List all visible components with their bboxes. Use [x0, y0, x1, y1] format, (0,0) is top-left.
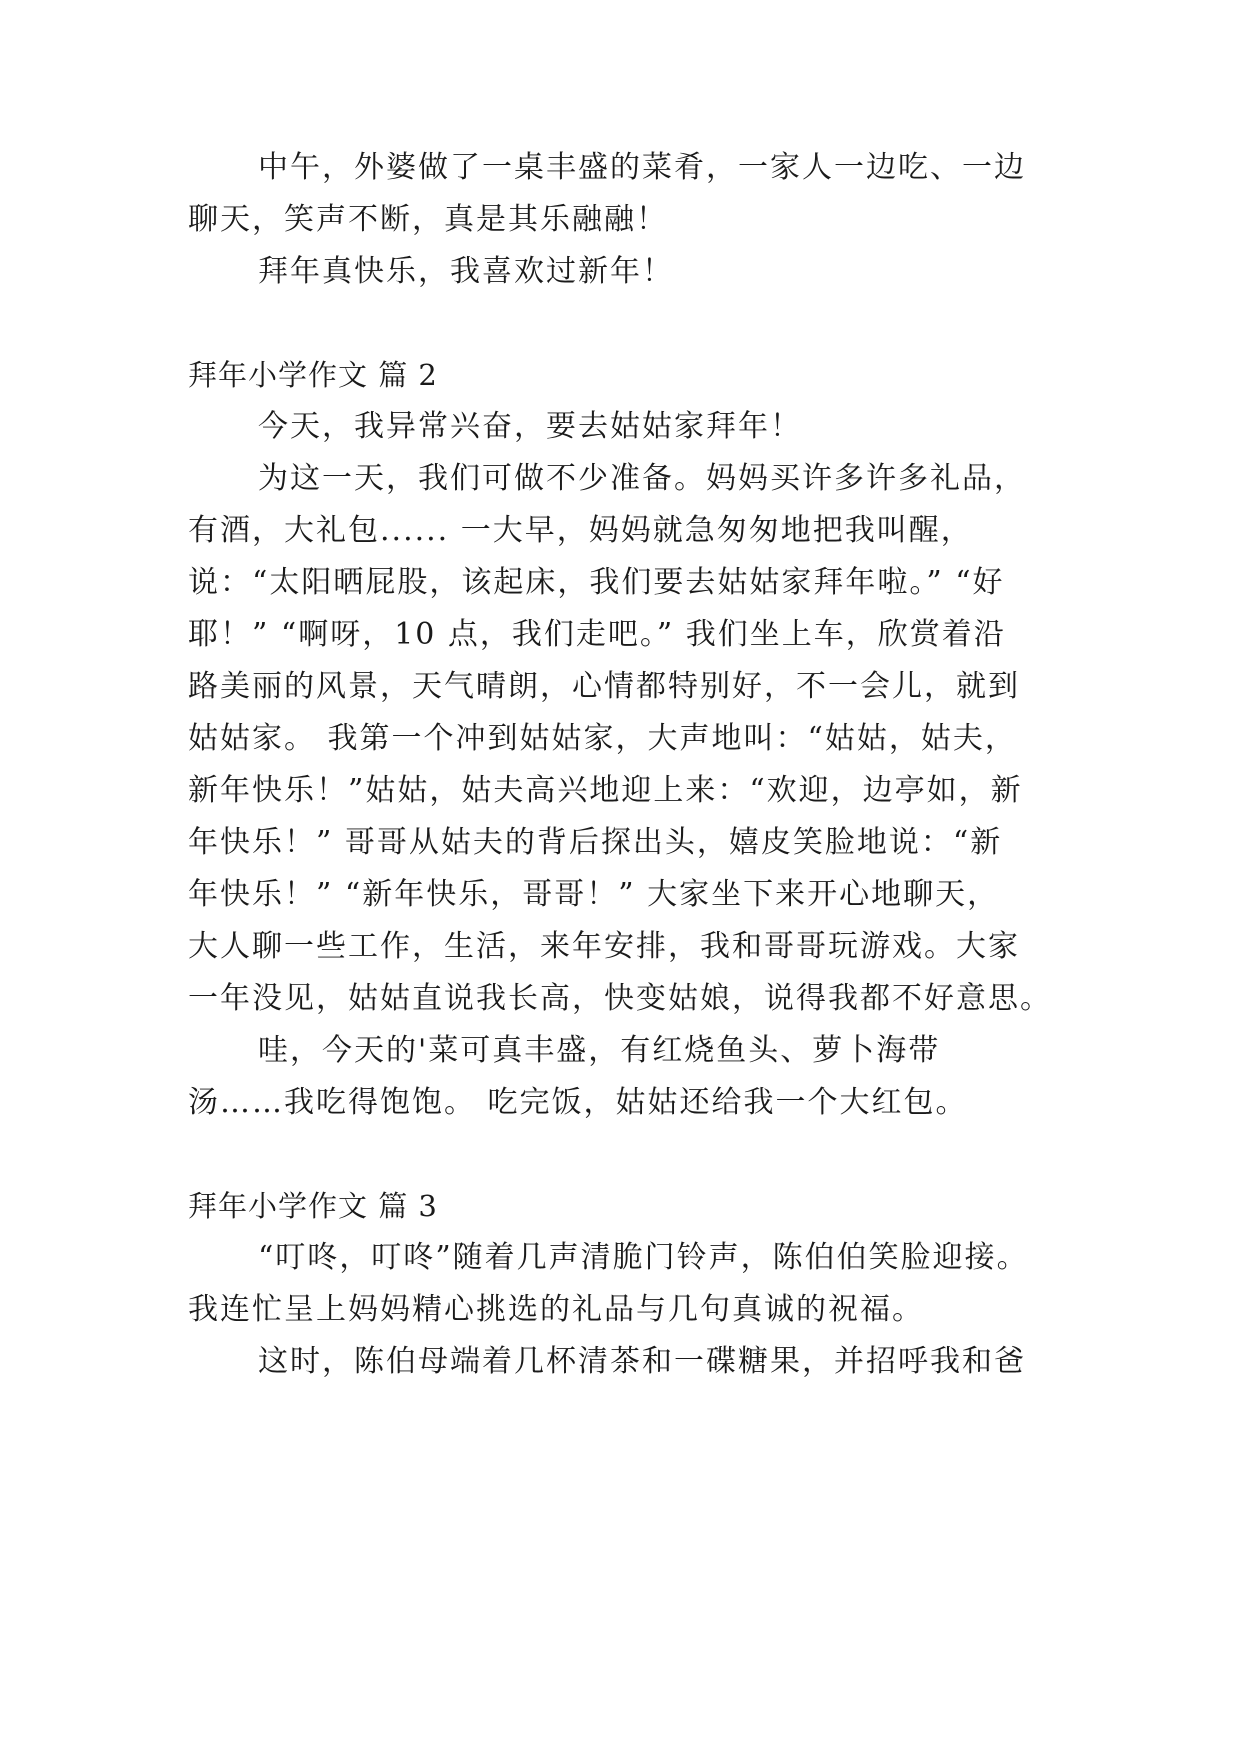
- paragraph-line: 哇，今天的'菜可真丰盛，有红烧鱼头、萝卜海带: [258, 1033, 941, 1068]
- paragraph-line: 我连忙呈上妈妈精心挑选的礼品与几句真诚的祝福。: [188, 1292, 924, 1327]
- paragraph-line: 为这一天，我们可做不少准备。妈妈买许多许多礼品，: [258, 461, 1026, 496]
- paragraph-line: 拜年真快乐，我喜欢过新年！: [258, 254, 674, 289]
- paragraph-line: 说：“太阳晒屁股，该起床，我们要去姑姑家拜年啦。” “好: [188, 565, 1005, 600]
- section-heading-2: 拜年小学作文 篇 2: [188, 358, 438, 392]
- paragraph-line: 这时，陈伯母端着几杯清茶和一碟糖果，并招呼我和爸: [258, 1344, 1026, 1379]
- paragraph-line: 新年快乐！”姑姑，姑夫高兴地迎上来：“欢迎，边亭如，新: [188, 773, 1023, 808]
- paragraph-line: 耶！” “啊呀，10 点，我们走吧。” 我们坐上车，欣赏着沿: [188, 617, 1006, 652]
- paragraph-line: 姑姑家。 我第一个冲到姑姑家，大声地叫：“姑姑，姑夫，: [188, 721, 1017, 756]
- paragraph-line: 路美丽的风景，天气晴朗，心情都特别好，不一会儿，就到: [188, 669, 1020, 704]
- paragraph-line: “叮咚，叮咚”随着几声清脆门铃声，陈伯伯笑脸迎接。: [258, 1240, 1029, 1275]
- paragraph-line: 有酒，大礼包...... 一大早，妈妈就急匆匆地把我叫醒，: [188, 513, 973, 548]
- section-heading-3: 拜年小学作文 篇 3: [188, 1189, 438, 1223]
- paragraph-line: 年快乐！” “新年快乐，哥哥！” 大家坐下来开心地聊天，: [188, 877, 1000, 912]
- paragraph-line: 今天，我异常兴奋，要去姑姑家拜年！: [258, 409, 802, 444]
- paragraph-line: 一年没见，姑姑直说我长高，快变姑娘，说得我都不好意思。: [188, 981, 1052, 1016]
- paragraph-line: 中午，外婆做了一桌丰盛的菜肴，一家人一边吃、一边: [258, 150, 1026, 185]
- paragraph-line: 大人聊一些工作，生活，来年安排，我和哥哥玩游戏。大家: [188, 929, 1020, 964]
- paragraph-line: 年快乐！” 哥哥从姑夫的背后探出头，嬉皮笑脸地说：“新: [188, 825, 1003, 860]
- paragraph-line: 汤……我吃得饱饱。 吃完饭，姑姑还给我一个大红包。: [188, 1085, 968, 1120]
- paragraph-line: 聊天，笑声不断，真是其乐融融！: [188, 202, 668, 237]
